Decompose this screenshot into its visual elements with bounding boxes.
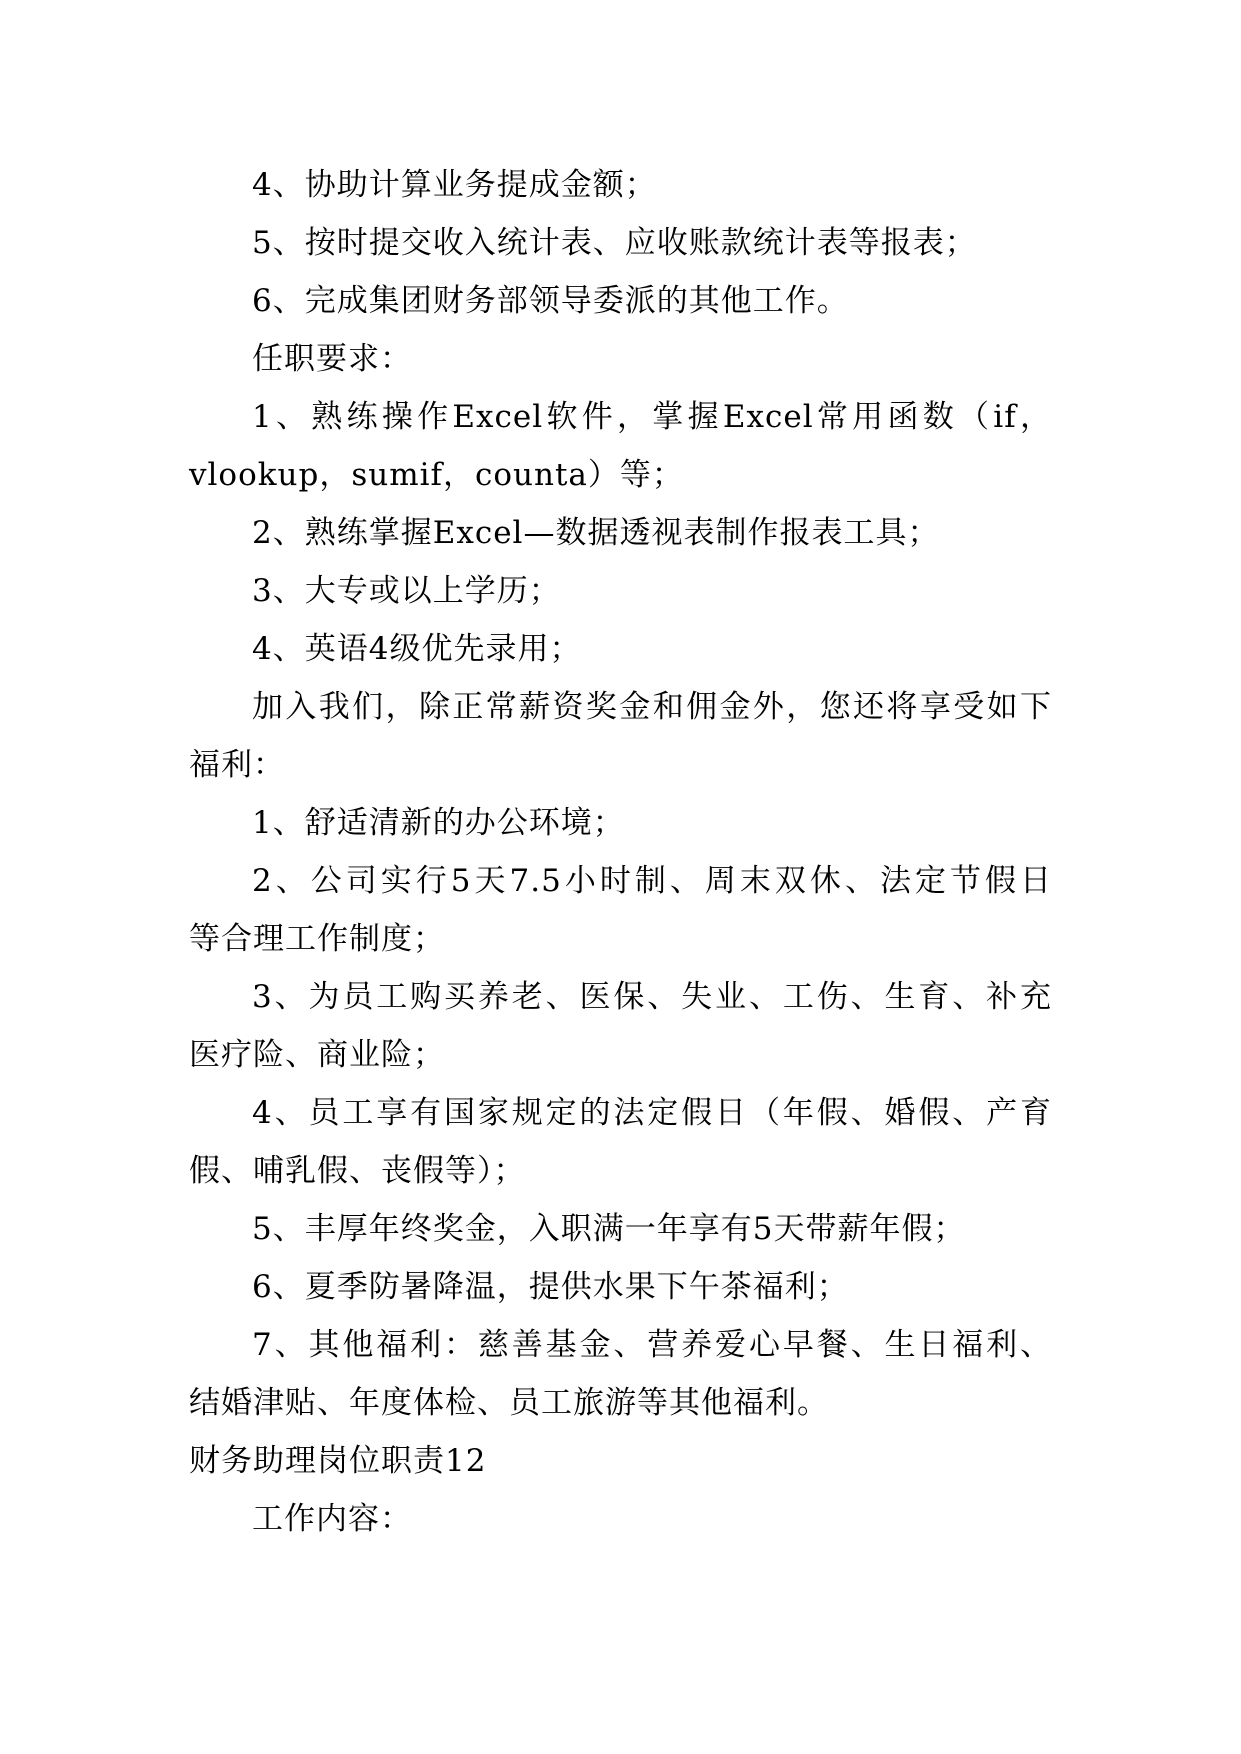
text-line: 6、完成集团财务部领导委派的其他工作。 — [252, 283, 849, 319]
text-line: 2、熟练掌握Excel—数据透视表制作报表工具； — [252, 515, 940, 551]
section-heading: 工作内容： — [252, 1501, 412, 1537]
text-line: 7、其他福利：慈善基金、营养爱心早餐、生日福利、 — [252, 1327, 1052, 1363]
text-line: 5、按时提交收入统计表、应收账款统计表等报表； — [252, 225, 977, 261]
text-line: 1、舒适清新的办公环境； — [252, 805, 625, 841]
text-line: 6、夏季防暑降温，提供水果下午茶福利； — [252, 1269, 849, 1305]
text-line: 福利： — [189, 747, 285, 783]
text-line: 4、员工享有国家规定的法定假日（年假、婚假、产育 — [252, 1095, 1052, 1131]
section-title: 财务助理岗位职责12 — [189, 1443, 487, 1479]
text-line: 结婚津贴、年度体检、员工旅游等其他福利。 — [189, 1385, 829, 1421]
text-line: 等合理工作制度； — [189, 921, 445, 957]
text-line: 5、丰厚年终奖金，入职满一年享有5天带薪年假； — [252, 1211, 966, 1247]
text-line: 1、熟练操作Excel软件，掌握Excel常用函数（if， — [252, 399, 1052, 435]
section-heading: 任职要求： — [252, 341, 412, 377]
text-line: 3、大专或以上学历； — [252, 573, 561, 609]
text-line: 4、协助计算业务提成金额； — [252, 167, 657, 203]
text-line: 医疗险、商业险； — [189, 1037, 445, 1073]
text-line: 3、为员工购买养老、医保、失业、工伤、生育、补充 — [252, 979, 1052, 1015]
text-line: 假、哺乳假、丧假等）； — [189, 1153, 526, 1189]
text-line: 加入我们，除正常薪资奖金和佣金外，您还将享受如下 — [252, 689, 1052, 725]
text-line: vlookup，sumif，counta）等； — [189, 457, 684, 493]
text-line: 4、英语4级优先录用； — [252, 631, 582, 667]
text-line: 2、公司实行5天7.5小时制、周末双休、法定节假日 — [252, 863, 1052, 899]
